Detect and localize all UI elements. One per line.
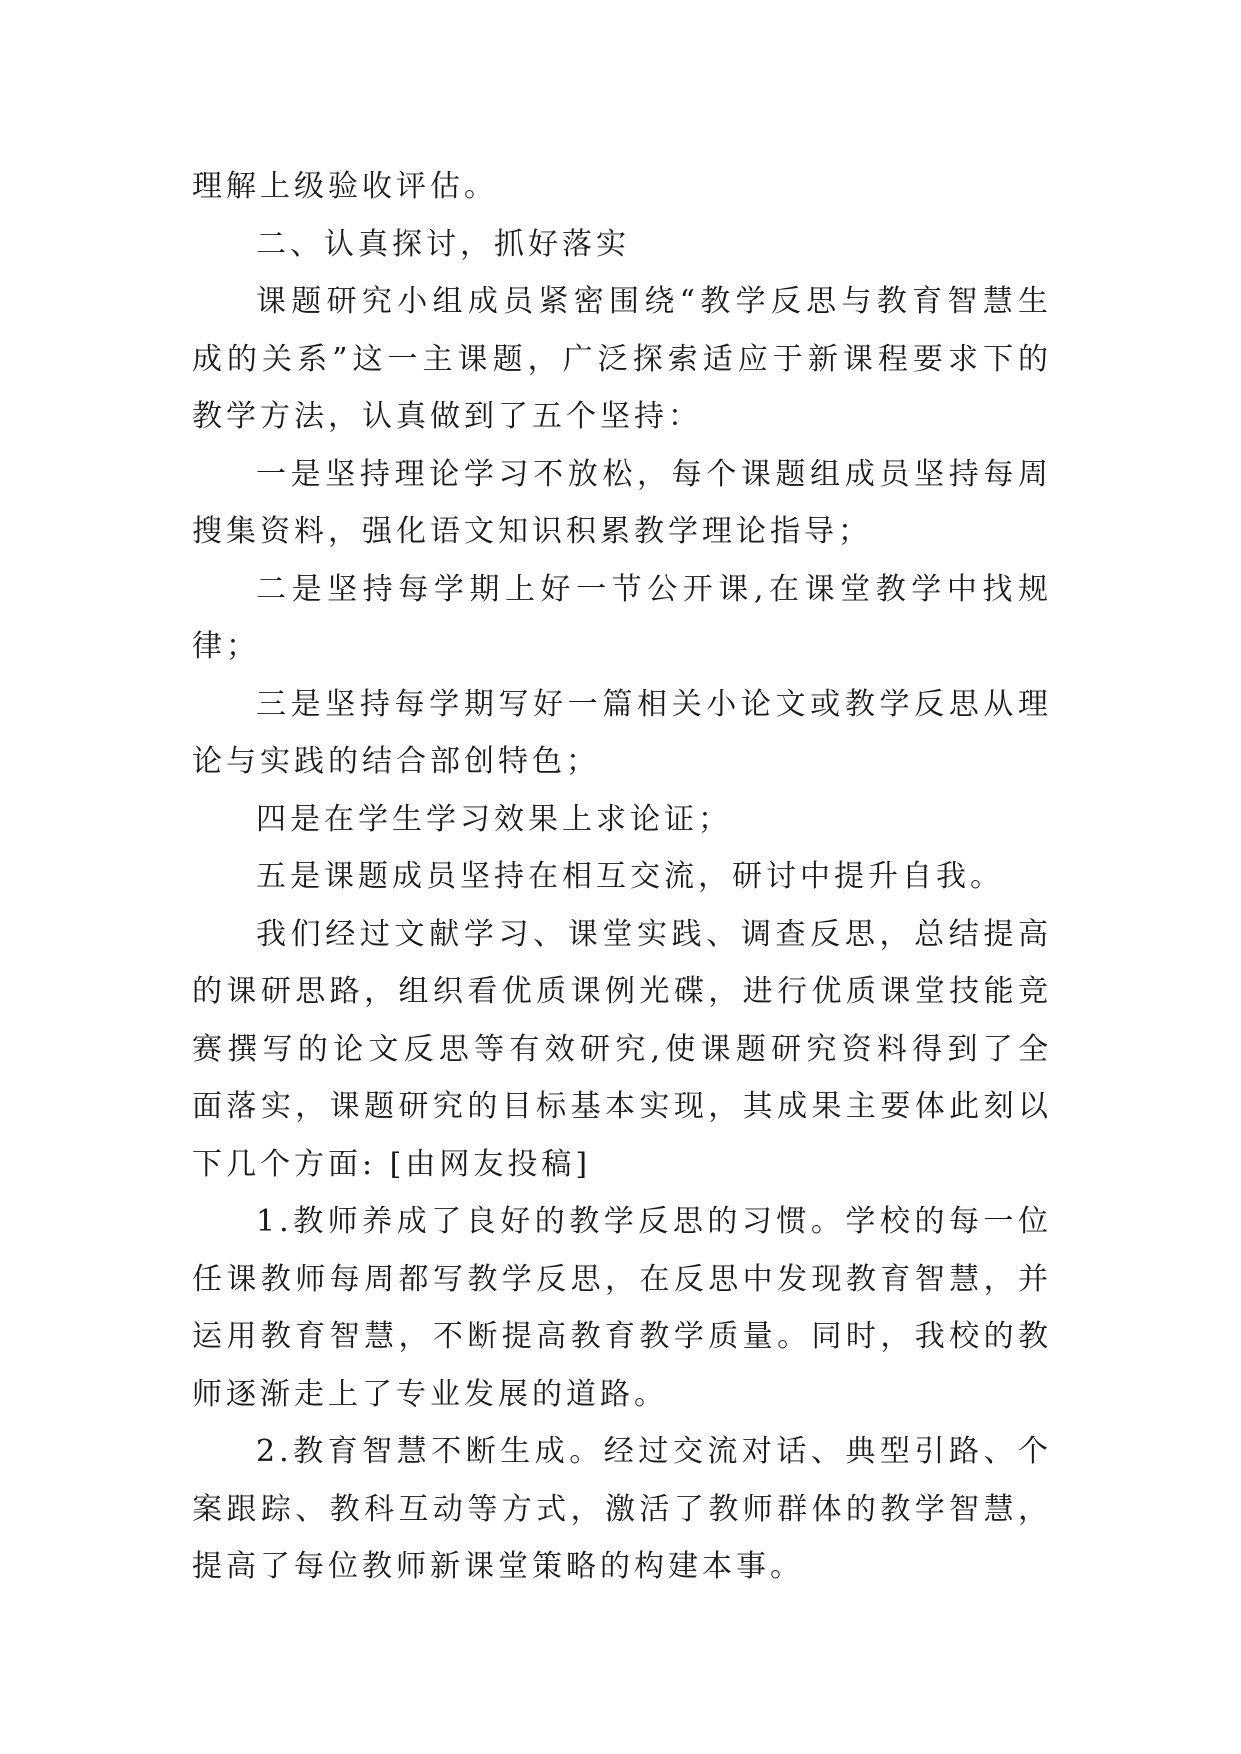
paragraph-5: 二是坚持每学期上好一节公开课,在课堂教学中找规律；	[192, 571, 1052, 664]
paragraph-10: 1.教师养成了良好的教学反思的习惯。学校的每一位任课教师每周都写教学反思，在反思中发现教育智慧，并运用教育智慧，不断提高教育教学质量。同时，我校的教师逐渐走上了专业发展的道路。	[192, 1204, 1052, 1412]
paragraph-11: 2.教育智慧不断生成。经过交流对话、典型引路、个案跟踪、教科互动等方式，激活了教师群体的教学智慧，提高了每位教师新课堂策略的构建本事。	[192, 1434, 1052, 1584]
paragraph-8: 五是课题成员坚持在相互交流，研讨中提升自我。	[256, 859, 1004, 894]
paragraph-7: 四是在学生学习效果上求论证；	[256, 801, 732, 837]
paragraph-9: 我们经过文献学习、课堂实践、调查反思，总结提高的课研思路，组织看优质课例光碟，进行优质课堂技能竞赛撰写的论文反思等有效研究,使课题研究资料得到了全面落实，课题研究的目标基本实现，其成果主要体此刻以下几个方面: [由网友投稿]	[192, 916, 1052, 1182]
paragraph-6: 三是坚持每学期写好一篇相关小论文或教学反思从理论与实践的结合部创特色；	[192, 686, 1052, 779]
document-body	[192, 158, 1052, 1596]
paragraph-3: 课题研究小组成员紧密围绕“教学反思与教育智慧生成的关系”这一主课题，广泛探索适应于新课程要求下的教学方法，认真做到了五个坚持：	[192, 284, 1052, 434]
paragraph-4: 一是坚持理论学习不放松，每个课题组成员坚持每周搜集资料，强化语文知识积累教学理论指导；	[192, 456, 1052, 549]
paragraph-1: 理解上级验收评估。	[192, 169, 498, 204]
paragraph-2-heading: 二、认真探讨，抓好落实	[256, 226, 630, 262]
